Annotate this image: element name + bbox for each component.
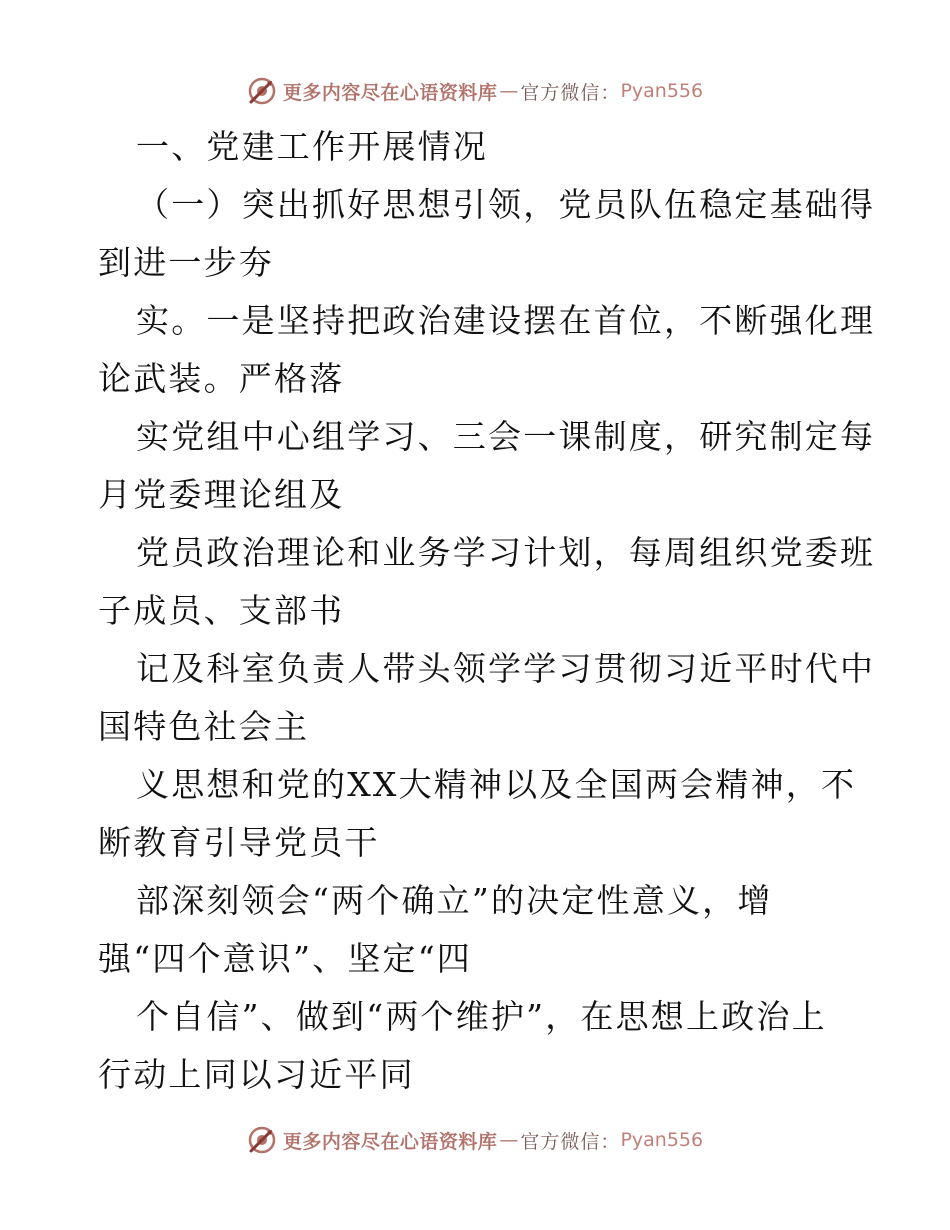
- text-line: 到进一步夯: [98, 243, 274, 282]
- text-line: 部深刻领会“两个确立”的决定性意义，增: [136, 881, 773, 920]
- text-line: 实党组中心组学习、三会一课制度，研究制定每: [136, 417, 876, 456]
- watermark-dash: —: [499, 80, 519, 102]
- watermark-id: Pyan556: [620, 80, 704, 102]
- brand-logo-icon: [247, 76, 277, 106]
- text-line: 记及科室负责人带头领学学习贯彻习近平时代中: [136, 649, 876, 688]
- watermark-dash: —: [499, 1129, 519, 1151]
- watermark-official: 官方微信：: [520, 1130, 621, 1153]
- watermark-brand: 更多内容尽在心语资料库: [282, 1130, 498, 1153]
- text-line: （一）突出抓好思想引领，党员队伍稳定基础得: [136, 185, 876, 224]
- text-line: 子成员、支部书: [98, 591, 345, 630]
- text-line: 个自信”、做到“两个维护”，在思想上政治上: [136, 997, 827, 1036]
- text-line: 论武装。严格落: [98, 359, 345, 398]
- text-line: 义思想和党的XX大精神以及全国两会精神，不: [136, 765, 857, 804]
- text-line: 国特色社会主: [98, 707, 310, 746]
- text-line: 行动上同以习近平同: [98, 1055, 415, 1094]
- text-line: 一、党建工作开展情况: [136, 127, 488, 166]
- watermark-id: Pyan556: [620, 1129, 704, 1151]
- text-line: 月党委理论组及: [98, 475, 345, 514]
- watermark-official: 官方微信：: [520, 81, 621, 104]
- text-line: 实。一是坚持把政治建设摆在首位，不断强化理: [136, 301, 876, 340]
- watermark-brand: 更多内容尽在心语资料库: [282, 81, 498, 104]
- text-line: 断教育引导党员干: [98, 823, 380, 862]
- watermark-footer: [0, 1120, 950, 1160]
- brand-logo-icon: [247, 1125, 277, 1155]
- text-line: 党员政治理论和业务学习计划，每周组织党委班: [136, 533, 876, 572]
- text-line: 强“四个意识”、坚定“四: [98, 939, 473, 978]
- watermark-header: [0, 71, 950, 111]
